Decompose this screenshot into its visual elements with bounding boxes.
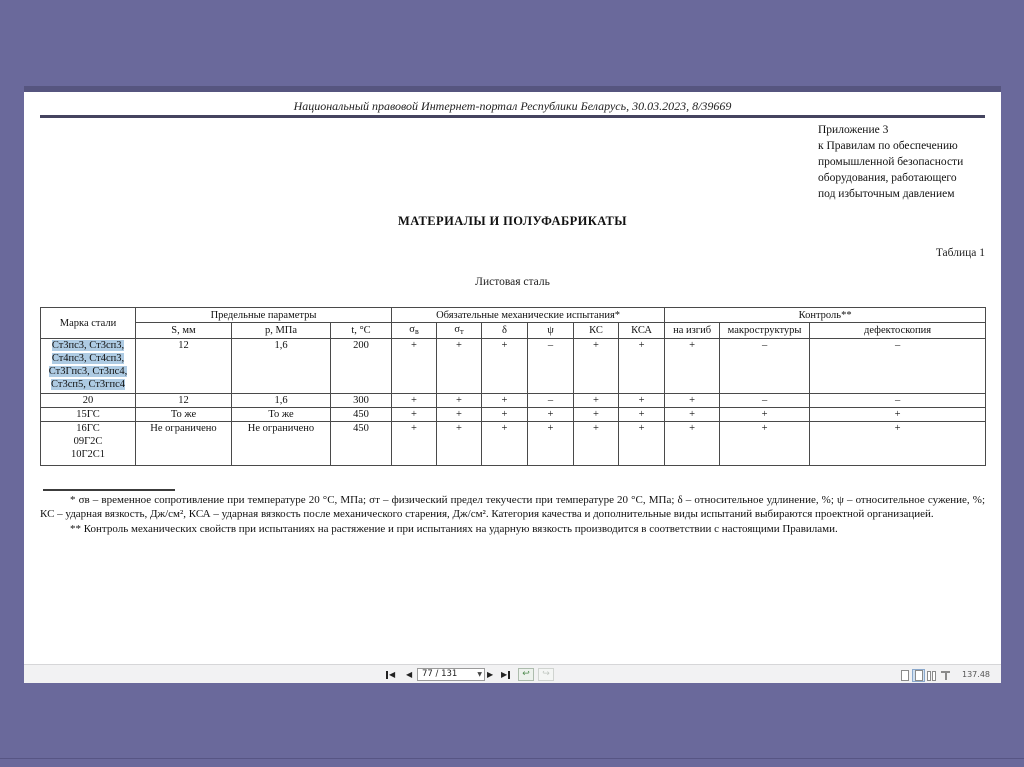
continuous-page-mode-icon[interactable] [912, 669, 925, 682]
col-group-control: Контроль** [665, 308, 986, 323]
cell-s: То же [136, 408, 232, 422]
portal-header: Национальный правовой Интернет-портал Республики Беларусь, 30.03.2023, 8/39669 [293, 99, 732, 113]
col-header-sigma-v: $\sigma_в$ [392, 323, 437, 339]
cell-mark: + [392, 394, 437, 408]
cell-mark: + [482, 422, 528, 466]
col-header-sigma-t: $\sigma_т$ [437, 323, 482, 339]
table-group-header-row [41, 308, 986, 323]
table-subheader-row [41, 323, 986, 339]
cell-mark: + [720, 422, 810, 466]
table-caption: Таблица 1 [935, 247, 985, 259]
cell-mark: + [392, 408, 437, 422]
cell-mark: + [437, 408, 482, 422]
header-rule [40, 115, 985, 118]
cell-mark: + [482, 339, 528, 394]
cell-mark: + [665, 408, 720, 422]
page-indicator: 77 / 131 [422, 669, 458, 679]
cell-mark: + [574, 408, 619, 422]
cell-mark: + [665, 422, 720, 466]
cell-mark: – [528, 394, 574, 408]
table-row [41, 339, 986, 394]
cell-mark: + [392, 422, 437, 466]
annex-line: промышленной безопасности [818, 156, 964, 168]
col-header-p: p, МПа [232, 323, 331, 339]
col-header-delta: δ [482, 323, 528, 339]
cell-mark: + [665, 339, 720, 394]
cell-s: Не ограничено [136, 422, 232, 466]
footnote-1: * σв – временное сопротивление при температуре 20 °С, МПа; σт – физический предел текучести при температуре 20 °С, МПа; δ – относительное удлинение, %; ψ – относительное сужение, %; КС – ударная вязкость, Дж/см², КСА – ударная вязкость после механического старения, Дж/см². Категория качества и дополнительные виды испытаний выбираются проектной организацией. [40, 494, 985, 520]
selected-text: Ст3Гпс3, Ст3пс4, [48, 366, 128, 377]
cell-mark: + [574, 422, 619, 466]
col-group-tests: Обязательные механические испытания* [392, 308, 665, 323]
cell-mark: – [810, 394, 986, 408]
previous-view-icon[interactable]: ↩ [518, 668, 534, 681]
previous-page-button[interactable]: ◀ [406, 670, 413, 679]
cell-mark: + [528, 422, 574, 466]
cell-mark: – [720, 394, 810, 408]
single-page-mode-icon[interactable] [898, 669, 911, 682]
document-page [24, 92, 1001, 664]
cell-mark: + [810, 408, 986, 422]
annex-block [818, 122, 998, 202]
col-header-psi: ψ [528, 323, 574, 339]
cell-s: 12 [136, 339, 232, 394]
annex-line: Приложение 3 [818, 124, 889, 136]
cell-t: 450 [331, 422, 392, 466]
cell-p: То же [232, 408, 331, 422]
table-subtitle: Листовая сталь [475, 276, 550, 288]
two-page-mode-icon[interactable] [925, 669, 938, 682]
pdf-viewer-panel [24, 86, 1001, 683]
selected-text: Ст3сп5, Ст3гпс4 [50, 379, 126, 390]
steel-table [40, 307, 986, 466]
table-row [41, 422, 986, 466]
cell-mark: + [528, 408, 574, 422]
cell-mark: + [720, 408, 810, 422]
cell-mark: + [437, 394, 482, 408]
cell-mark: – [528, 339, 574, 394]
cell-t: 300 [331, 394, 392, 408]
viewer-toolbar [24, 664, 1001, 683]
grade-cell [41, 339, 136, 394]
cell-mark: + [574, 339, 619, 394]
first-page-button[interactable]: ◀ [386, 669, 395, 680]
annex-line: к Правилам по обеспечению [818, 140, 958, 152]
cell-t: 450 [331, 408, 392, 422]
next-page-button[interactable]: ▶ [487, 670, 494, 679]
selected-text: Ст4пс3, Ст4сп3, [51, 353, 125, 364]
footnote-rule [43, 489, 175, 491]
col-header-kca: КСА [619, 323, 665, 339]
cell-mark: + [665, 394, 720, 408]
cell-p: Не ограничено [232, 422, 331, 466]
col-header-macro: макроструктуры [720, 323, 810, 339]
grade-cell: 15ГС [41, 408, 136, 422]
cell-mark: + [619, 394, 665, 408]
last-page-button[interactable]: ▶ [501, 669, 510, 680]
cell-mark: + [392, 339, 437, 394]
cell-mark: + [810, 422, 986, 466]
cell-mark: + [574, 394, 619, 408]
annex-line: под избыточным давлением [818, 188, 955, 200]
selected-text: Ст3пс3, Ст3сп3, [51, 340, 125, 351]
table-row [41, 408, 986, 422]
cell-mark: + [482, 408, 528, 422]
scrolling-mode-icon[interactable] [939, 669, 952, 682]
cell-p: 1,6 [232, 339, 331, 394]
cell-t: 200 [331, 339, 392, 394]
cell-s: 12 [136, 394, 232, 408]
cell-mark: + [619, 422, 665, 466]
col-group-params: Предельные параметры [136, 308, 392, 323]
page-number-input[interactable] [417, 668, 485, 681]
col-header-bend: на изгиб [665, 323, 720, 339]
cell-mark: + [619, 408, 665, 422]
cell-mark: + [482, 394, 528, 408]
col-header-defect: дефектоскопия [810, 323, 986, 339]
cell-mark: – [810, 339, 986, 394]
cell-mark: + [437, 422, 482, 466]
annex-line: оборудования, работающего [818, 172, 957, 184]
cell-p: 1,6 [232, 394, 331, 408]
page-title: МАТЕРИАЛЫ И ПОЛУФАБРИКАТЫ [398, 214, 627, 228]
col-header-t: t, °С [331, 323, 392, 339]
cell-mark: + [437, 339, 482, 394]
grade-cell: 20 [41, 394, 136, 408]
zoom-level: 137.48 [962, 670, 990, 679]
cell-mark: + [619, 339, 665, 394]
next-view-icon[interactable]: ↪ [538, 668, 554, 681]
grade-cell: 16ГС 09Г2С 10Г2С1 [41, 422, 136, 466]
footnotes [40, 494, 985, 539]
footnote-2: ** Контроль механических свойств при испытаниях на растяжение и при испытаниях на ударную вязкость производится в соответствии с настоящими Правилами. [70, 523, 838, 535]
col-header-s: S, мм [136, 323, 232, 339]
slide-divider-line [0, 758, 1024, 759]
cell-mark: – [720, 339, 810, 394]
table-row [41, 394, 986, 408]
chevron-down-icon: ▼ [477, 671, 482, 678]
col-header-kc: КС [574, 323, 619, 339]
col-header-grade: Марка стали [41, 308, 136, 339]
